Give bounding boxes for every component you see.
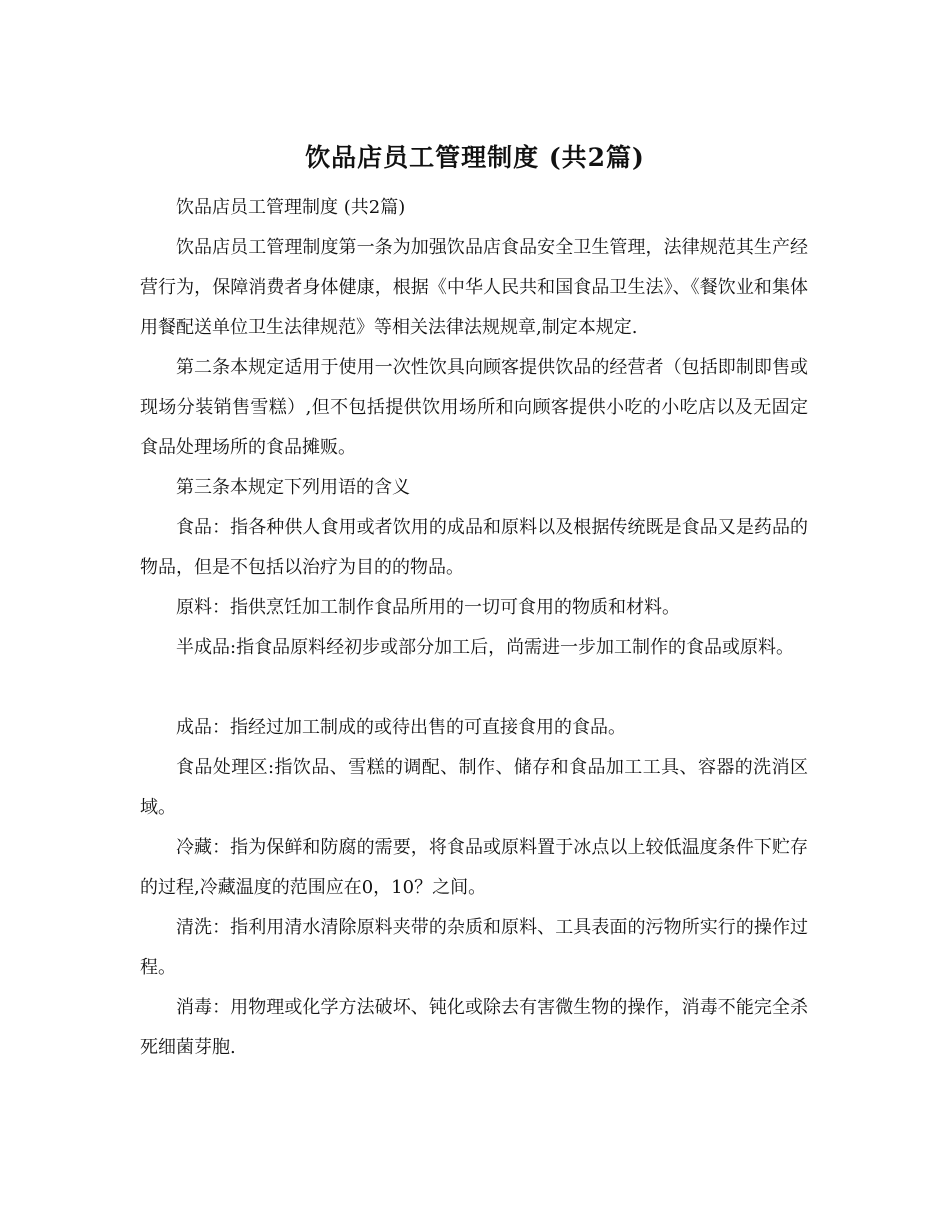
paragraph-definition-finished: 成品：指经过加工制成的或待出售的可直接食用的食品。 <box>176 717 626 738</box>
paragraph-definition-refrigeration: 冷藏：指为保鲜和防腐的需要，将食品或原料置于冰点以上较低温度条件下贮存的过程,冷藏温度的范围应在0，10？之间。 <box>140 837 808 898</box>
document-title: 饮品店员工管理制度 (共2篇) <box>305 143 645 172</box>
paragraph-definition-raw-material: 原料：指供烹饪加工制作食品所用的一切可食用的物质和材料。 <box>176 597 680 618</box>
paragraph-article-2: 第二条本规定适用于使用一次性饮具向顾客提供饮品的经营者（包括即制即售或现场分装销售雪糕）,但不包括提供饮用场所和向顾客提供小吃的小吃店以及无固定食品处理场所的食品摊贩。 <box>140 357 808 458</box>
blank-line <box>140 668 808 708</box>
paragraph-subtitle: 饮品店员工管理制度 (共2篇) <box>176 197 406 218</box>
document-body <box>140 188 808 1068</box>
paragraph-definition-semi-finished: 半成品:指食品原料经初步或部分加工后，尚需进一步加工制作的食品或原料。 <box>176 637 795 658</box>
paragraph-definition-processing-area: 食品处理区:指饮品、雪糕的调配、制作、储存和食品加工工具、容器的洗消区域。 <box>140 757 808 818</box>
paragraph-article-1: 饮品店员工管理制度第一条为加强饮品店食品安全卫生管理，法律规范其生产经营行为，保障消费者身体健康，根据《中华人民共和国食品卫生法》、《餐饮业和集体用餐配送单位卫生法律规范》等相关法律法规规章,制定本规定. <box>140 237 808 338</box>
paragraph-definition-cleaning: 清洗：指利用清水清除原料夹带的杂质和原料、工具表面的污物所实行的操作过程。 <box>140 917 808 978</box>
paragraph-definition-disinfection: 消毒：用物理或化学方法破坏、钝化或除去有害微生物的操作，消毒不能完全杀死细菌芽胞. <box>140 997 808 1058</box>
paragraph-article-3: 第三条本规定下列用语的含义 <box>176 477 410 498</box>
paragraph-definition-food: 食品：指各种供人食用或者饮用的成品和原料以及根据传统既是食品又是药品的物品，但是不包括以治疗为目的的物品。 <box>140 517 808 578</box>
